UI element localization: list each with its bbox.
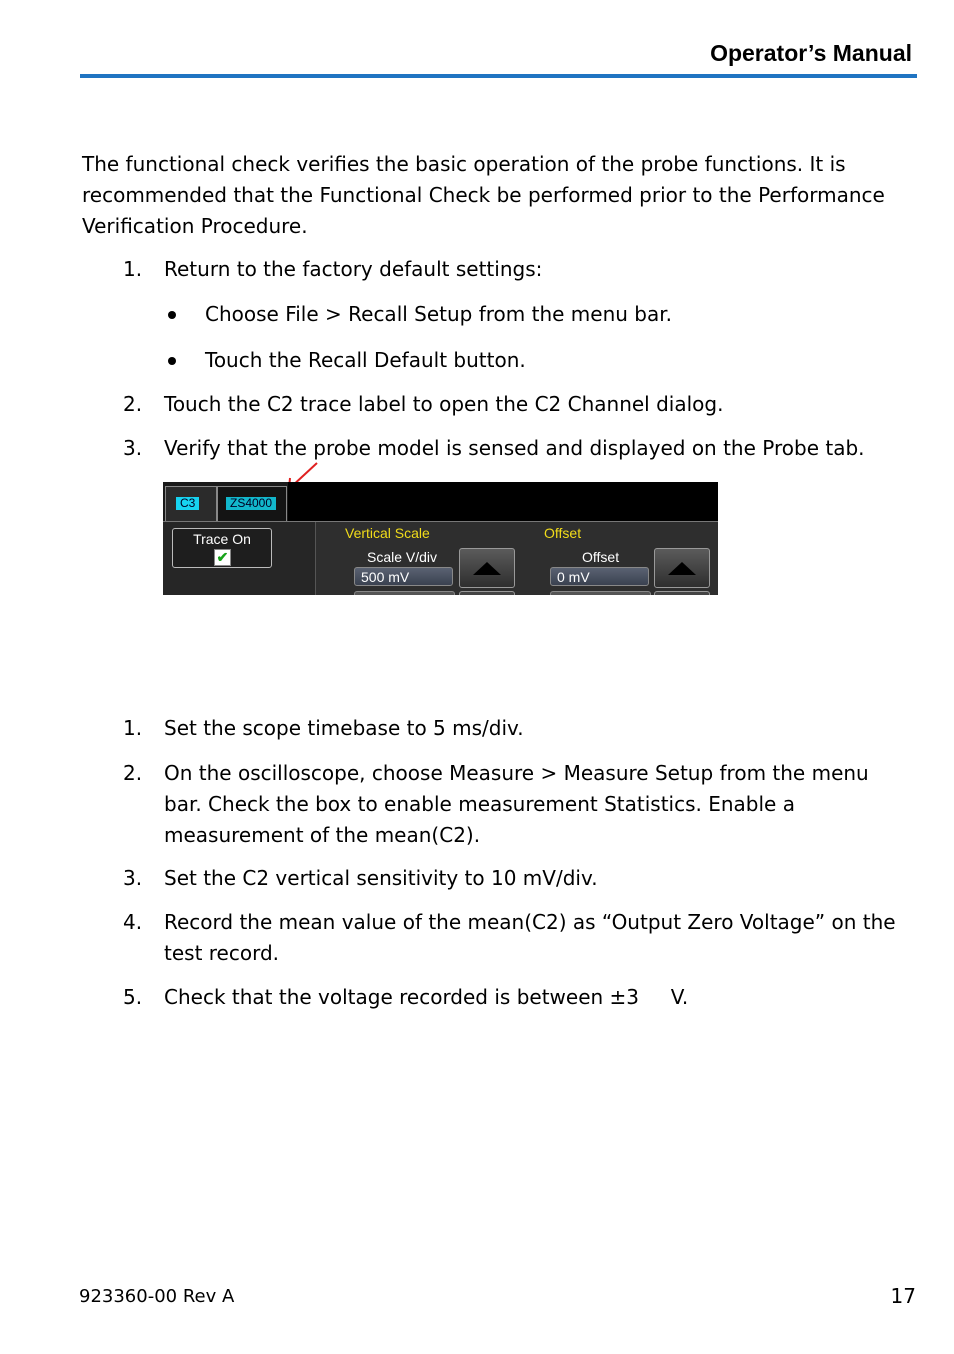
step-number: 1. [123, 716, 143, 740]
step-number: 3. [123, 436, 143, 460]
step-number: 4. [123, 910, 143, 934]
header-rule [80, 74, 917, 78]
offset-up-button[interactable] [654, 548, 710, 588]
scale-input-2[interactable] [354, 591, 455, 595]
offset-title: Offset [544, 525, 582, 541]
trace-on-toggle[interactable] [172, 528, 272, 568]
step-number: 2. [123, 392, 143, 416]
step-text: Set the C2 vertical sensitivity to 10 mV/div. [164, 866, 598, 890]
step-text: Record the mean value of the mean(C2) as “Output Zero Voltage” on the test record. [164, 910, 896, 965]
dialog-body [163, 521, 718, 595]
scale-up-button[interactable] [459, 548, 515, 588]
bullet-text: Choose File > Recall Setup from the menu bar. [205, 302, 673, 326]
bullet-dot [168, 357, 176, 365]
up-arrow-icon [668, 562, 696, 575]
offset-input-2[interactable] [550, 591, 651, 595]
scale-label: Scale V/div [367, 549, 438, 565]
footer-doc-id: 923360-00 Rev A [79, 1286, 235, 1307]
up-arrow-icon [473, 562, 501, 575]
tab-strip [163, 482, 288, 522]
offset-input[interactable]: 0 mV [550, 567, 649, 586]
trace-on-label: Trace On [193, 531, 251, 547]
step-number: 2. [123, 761, 143, 785]
step-text: Touch the C2 trace label to open the C2 Channel dialog. [164, 392, 724, 416]
step-text: Set the scope timebase to 5 ms/div. [164, 716, 524, 740]
trace-pane [163, 522, 316, 595]
scale-input[interactable]: 500 mV [354, 567, 453, 586]
step-number: 1. [123, 257, 143, 281]
step-number: 3. [123, 866, 143, 890]
tab-probe-label: ZS4000 [226, 497, 276, 510]
step-text: On the oscilloscope, choose Measure > Measure Setup from the menu bar. Check the box to enable measurement Statistics. Enable a measurement of the mean(C2). [164, 761, 869, 847]
step-number: 5. [123, 985, 143, 1009]
page-header-title: Operator’s Manual [710, 40, 912, 66]
tab-channel-label: C3 [176, 497, 199, 510]
tab-channel[interactable] [165, 486, 217, 521]
scale-down-button[interactable] [459, 591, 515, 595]
step-text: Return to the factory default settings: [164, 257, 543, 281]
vertical-scale-title: Vertical Scale [345, 525, 430, 541]
page-number: 17 [890, 1284, 916, 1308]
offset-down-button[interactable] [654, 591, 710, 595]
intro-paragraph: The functional check verifies the basic operation of the probe functions. It is recommended that the Functional Check be performed prior to the Performance Verification Procedure. [82, 152, 885, 238]
bullet-dot [168, 311, 176, 319]
offset-label: Offset [582, 549, 620, 565]
tab-probe[interactable] [217, 486, 287, 521]
step-text: Verify that the probe model is sensed and displayed on the Probe tab. [164, 436, 865, 460]
step-text: Check that the voltage recorded is between ±3 V. [164, 985, 689, 1009]
bullet-text: Touch the Recall Default button. [205, 348, 526, 372]
scope-probe-dialog [163, 482, 718, 595]
checkmark-icon[interactable]: ✔ [214, 549, 231, 566]
